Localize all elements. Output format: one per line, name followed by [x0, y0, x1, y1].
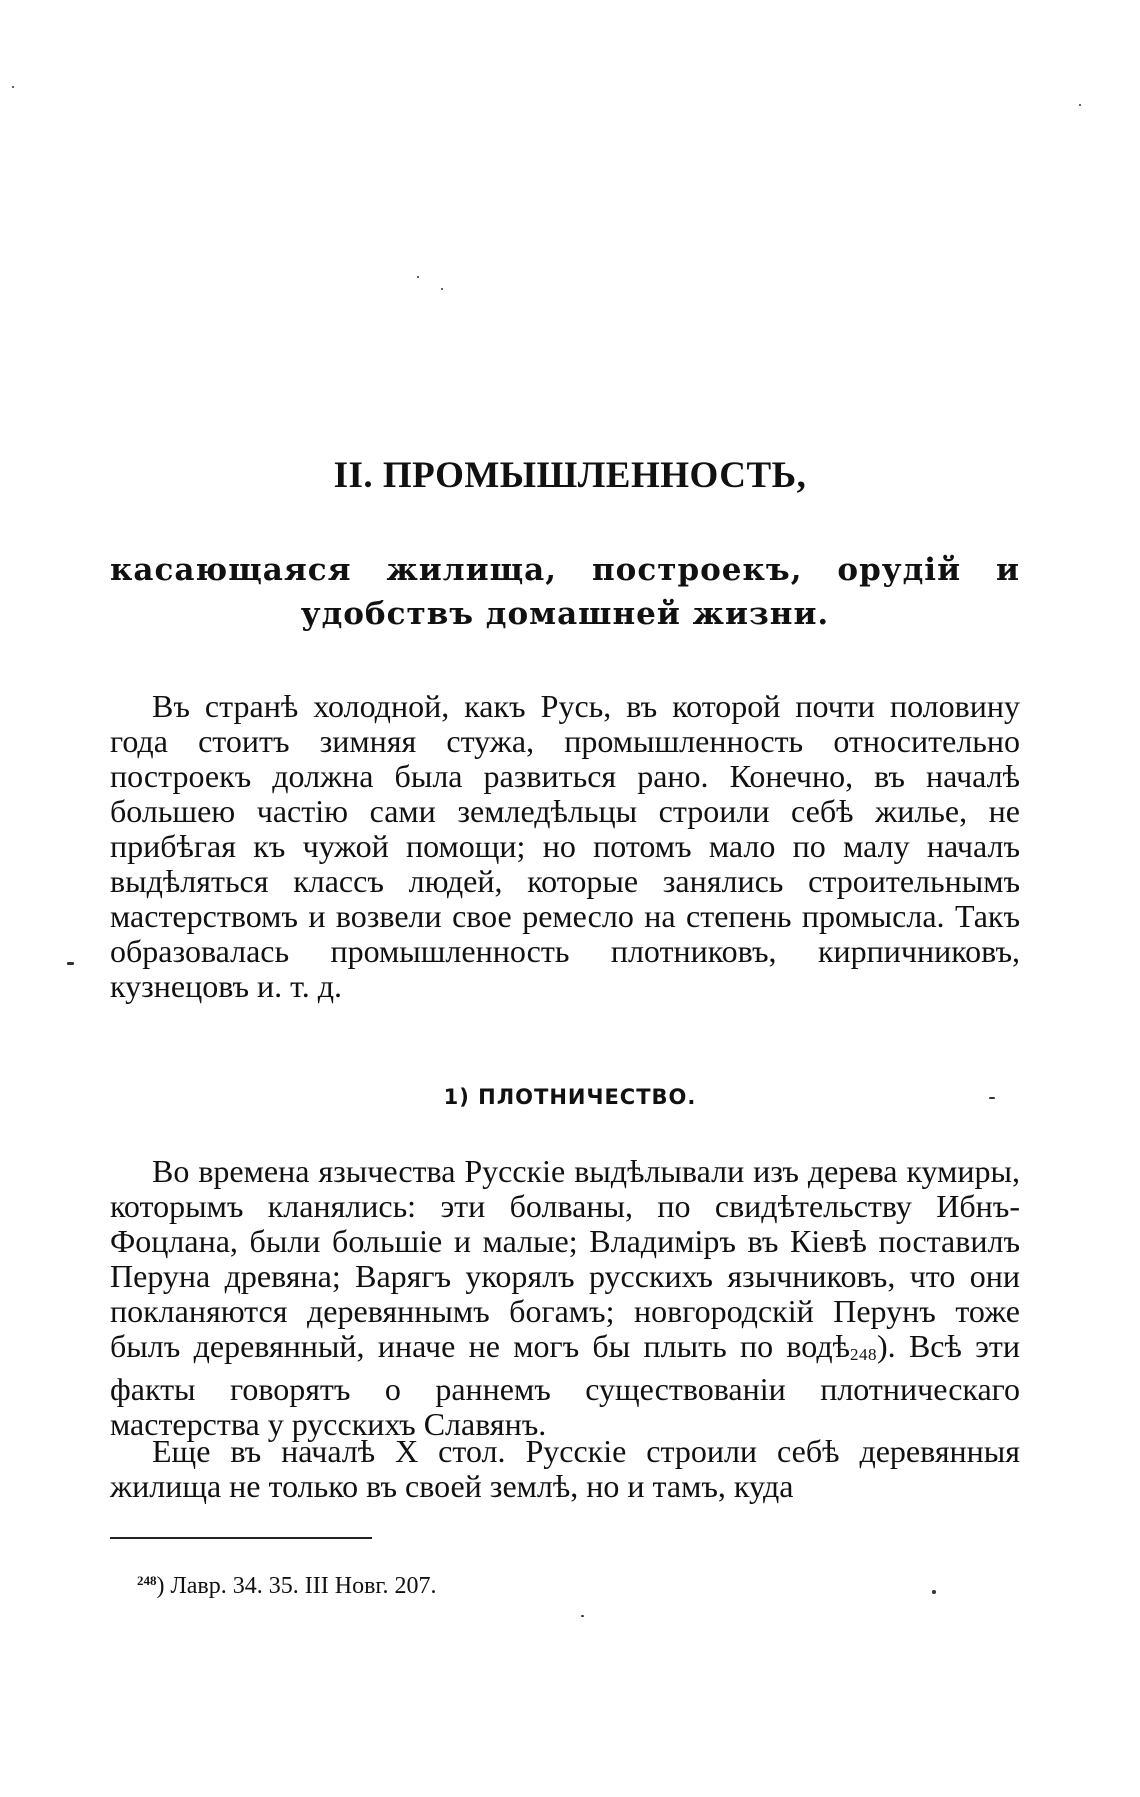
footnote-divider: [110, 1537, 372, 1539]
paragraph-idols-text: Во времена язычества Русскіе выдѣлывали изъ дерева кумиры, которымъ кланялись: эти болваны, по свидѣтельству Ибнъ-Фоцлана, были большіе и малые; Владиміръ въ Кіевѣ поставилъ Перуна древяна; Варягъ укорялъ русскихъ язычниковъ, что они покланяются деревяннымъ богамъ; новгородскій Перунъ тоже былъ деревянный, иначе не могъ бы плыть по водѣ: [110, 1153, 1020, 1364]
section-heading: 1) ПЛОТНИЧЕСТВО.: [443, 1085, 697, 1109]
footnote-text: ) Лавр. 34. 35. III Новг. 207.: [156, 1573, 437, 1599]
paragraph-idols: [110, 1154, 1020, 1442]
scan-speck: [932, 1590, 936, 1594]
chapter-title: II. ПРОМЫШЛЕННОСТЬ,: [333, 455, 807, 496]
scan-speck: [417, 276, 419, 278]
scan-speck: [581, 1615, 584, 1617]
chapter-subtitle: касающаяся жилища, построекъ, орудій и удобствъ домашней жизни.: [110, 552, 1020, 632]
footnote-reference: 248: [850, 1345, 877, 1364]
scan-speck: [441, 288, 443, 290]
paragraph-idols-text-end: ). Всѣ эти факты говорятъ о раннемъ существованіи плотническаго мастерства у русскихъ Славянъ.: [110, 1328, 1020, 1442]
paragraph-tenth-century: Еще въ началѣ X стол. Русскіе строили себѣ деревянныя жилища не только въ своей землѣ, но и тамъ, куда: [110, 1433, 1020, 1504]
paragraph-intro: Въ странѣ холодной, какъ Русь, въ которой почти половину года стоитъ зимняя стужа, промышленность относительно построекъ должна была развиться рано. Конечно, въ началѣ большею частію сами земледѣльцы строили себѣ жилье, не прибѣгая къ чужой помощи; но потомъ мало по малу началъ выдѣляться классъ людей, которые занялись строительнымъ мастерствомъ и возвели свое ремесло на степень промысла. Такъ образовалась промышленность плотниковъ, кирпичниковъ, кузнецовъ и. т. д.: [110, 688, 1020, 1004]
scan-speck: [1079, 104, 1081, 106]
footnote: [137, 1573, 437, 1600]
scan-speck: [989, 1097, 995, 1099]
scan-speck: [67, 962, 74, 965]
footnote-number: 248: [137, 1573, 157, 1588]
scan-speck: [12, 86, 14, 88]
